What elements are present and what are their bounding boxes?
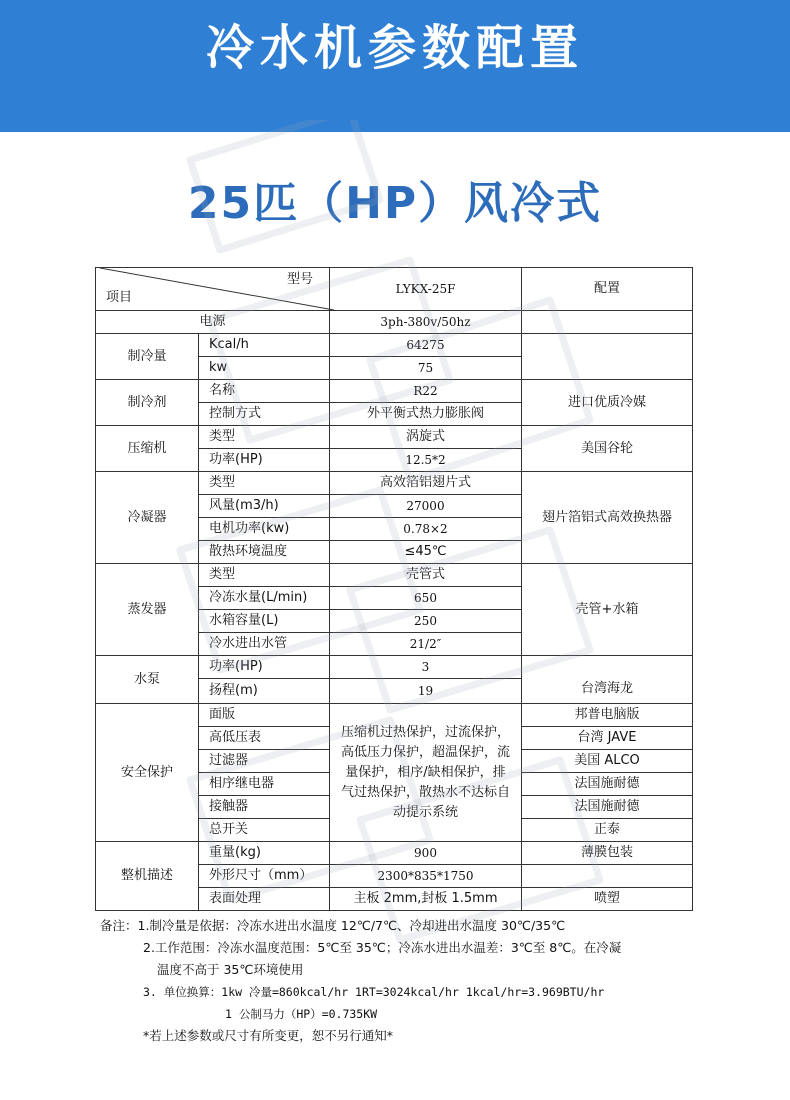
note-line-6: *若上述参数或尺寸有所变更，恕不另行通知* (143, 1028, 394, 1043)
pump-label: 水泵 (96, 656, 199, 704)
row-value: 外平衡式热力膨胀阀 (330, 403, 522, 426)
spec-table (95, 267, 693, 911)
row-value: 250 (330, 610, 522, 633)
row-value: 650 (330, 587, 522, 610)
whole-label: 整机描述 (96, 842, 199, 911)
table-row (96, 656, 693, 679)
row-key: 面版 (199, 704, 330, 727)
safety-desc-line: 压缩机过热保护，过流保护， (340, 724, 510, 740)
note-line-2: 2.工作范围：冷冻水温度范围：5℃至 35℃；冷冻水进出水温差：3℃至 8℃。在冷凝 (143, 940, 622, 955)
row-key: 类型 (199, 564, 330, 587)
row-key: 类型 (199, 472, 330, 495)
config-header: 配置 (522, 268, 693, 311)
row-key: 表面处理 (199, 888, 330, 911)
row-key: 水箱容量(L) (199, 610, 330, 633)
table-row (96, 704, 693, 727)
row-config: 美国 ALCO (522, 750, 693, 773)
row-key: 过滤器 (199, 750, 330, 773)
row-value: 涡旋式 (330, 426, 522, 449)
refrigerant-config: 进口优质冷媒 (522, 380, 693, 426)
row-key: 总开关 (199, 819, 330, 842)
safety-desc-line: 高低压力保护，超温保护，流 (340, 744, 510, 760)
table-row (96, 311, 693, 334)
row-value: 19 (330, 679, 522, 704)
row-config: 正泰 (522, 819, 693, 842)
evaporator-config: 壳管+水箱 (522, 564, 693, 656)
row-key: 相序继电器 (199, 773, 330, 796)
row-value: 高效箔铝翅片式 (330, 472, 522, 495)
table-row (96, 842, 693, 865)
row-value: 27000 (330, 495, 522, 518)
compressor-label: 压缩机 (96, 426, 199, 472)
table-header-row (96, 268, 693, 311)
row-key: 冷冻水量(L/min) (199, 587, 330, 610)
safety-desc-line: 气过热保护，散热水不达标自 (340, 784, 510, 800)
row-key: 冷水进出水管 (199, 633, 330, 656)
safety-description (330, 704, 522, 842)
row-key: 高低压表 (199, 727, 330, 750)
row-key: 扬程(m) (199, 679, 330, 704)
row-value: 75 (330, 357, 522, 380)
table-row (96, 426, 693, 449)
cooling-label: 制冷量 (96, 334, 199, 380)
item-header-label: 项目 (106, 290, 133, 305)
row-key: 电机功率(kw) (199, 518, 330, 541)
row-config: 法国施耐德 (522, 773, 693, 796)
compressor-config: 美国谷轮 (522, 426, 693, 472)
row-key: 类型 (199, 426, 330, 449)
safety-desc-line: 动提示系统 (392, 804, 458, 820)
row-config: 台湾 JAVE (522, 727, 693, 750)
table-row (96, 472, 693, 495)
row-key: 接触器 (199, 796, 330, 819)
row-key: 控制方式 (199, 403, 330, 426)
table-row (96, 564, 693, 587)
table-row (96, 380, 693, 403)
row-key: 名称 (199, 380, 330, 403)
power-value: 3ph-380v/50hz (330, 311, 522, 334)
row-value: 3 (330, 656, 522, 679)
table-row (96, 334, 693, 357)
row-key: 功率(HP) (199, 656, 330, 679)
row-value: ≤45℃ (330, 541, 522, 564)
condenser-label: 冷凝器 (96, 472, 199, 564)
refrigerant-label: 制冷剂 (96, 380, 199, 426)
row-value: 12.5*2 (330, 449, 522, 472)
note-line-3: 温度不高于 35℃环境使用 (157, 962, 304, 977)
row-key: 外形尺寸（mm） (199, 865, 330, 888)
row-value: 900 (330, 842, 522, 865)
row-value: 主板 2mm,封板 1.5mm (330, 888, 522, 911)
power-config (522, 311, 693, 334)
row-value: 2300*835*1750 (330, 865, 522, 888)
row-config (522, 865, 693, 888)
note-line-4: 3. 单位换算：1kw 冷量=860kcal/hr 1RT=3024kcal/hr 1kcal/hr=3.969BTU/hr (143, 985, 605, 999)
row-config: 薄膜包装 (522, 842, 693, 865)
row-config: 邦普电脑版 (522, 704, 693, 727)
model-value: LYKX-25F (330, 268, 522, 311)
safety-desc-line: 量保护，相序/缺相保护，排 (345, 764, 506, 780)
row-key: Kcal/h (199, 334, 330, 357)
product-subtitle: 25匹（HP）风冷式 (187, 178, 603, 229)
note-line-1: 备注：1.制冷量是依据：冷冻水进出水温度 12℃/7℃、冷却进出水温度 30℃/35℃ (100, 918, 566, 933)
row-key: 散热环境温度 (199, 541, 330, 564)
row-value: 21/2″ (330, 633, 522, 656)
row-value: R22 (330, 380, 522, 403)
row-config: 喷塑 (522, 888, 693, 911)
note-line-5: 1 公制马力（HP）=0.735KW (225, 1007, 378, 1021)
model-header-label: 型号 (286, 272, 313, 287)
row-config: 法国施耐德 (522, 796, 693, 819)
row-key: kw (199, 357, 330, 380)
header-banner (0, 0, 790, 132)
row-key: 功率(HP) (199, 449, 330, 472)
pump-config: 台湾海龙 (522, 656, 693, 704)
row-key: 风量(m3/h) (199, 495, 330, 518)
evaporator-label: 蒸发器 (96, 564, 199, 656)
page-title: 冷水机参数配置 (205, 20, 584, 76)
row-value: 0.78×2 (330, 518, 522, 541)
row-key: 重量(kg) (199, 842, 330, 865)
row-value: 64275 (330, 334, 522, 357)
condenser-config: 翅片箔铝式高效换热器 (522, 472, 693, 564)
row-value: 壳管式 (330, 564, 522, 587)
diagonal-header-cell (96, 268, 330, 311)
notes-section (100, 915, 760, 1047)
safety-label: 安全保护 (96, 704, 199, 842)
cooling-config (522, 334, 693, 380)
power-label: 电源 (96, 311, 330, 334)
